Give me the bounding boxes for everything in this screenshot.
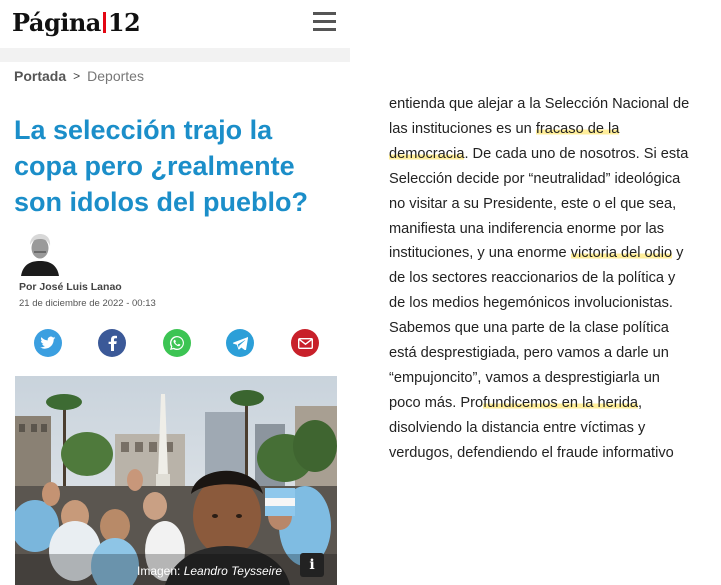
highlighted-phrase: fracaso de la — [535, 120, 620, 137]
telegram-icon[interactable] — [226, 329, 254, 357]
highlighted-phrase: democracia — [389, 145, 465, 162]
excerpt-line: manifiesta una indiferencia enorme por las — [389, 220, 665, 237]
excerpt-line: entienda que alejar a la Selección Nacional de — [389, 96, 690, 112]
excerpt-text-span: poco más. Pro — [389, 394, 484, 411]
excerpt-text-span: . De cada uno de nosotros. Si esta — [464, 145, 689, 162]
info-icon[interactable]: i — [300, 553, 324, 577]
pagina12-logo[interactable] — [12, 8, 140, 37]
excerpt-text-span: y — [672, 245, 684, 262]
excerpt-line — [389, 117, 714, 142]
excerpt-text-span: las instituciones es un — [389, 120, 536, 137]
chevron-right-icon: > — [73, 69, 81, 83]
logo-text: Página — [12, 8, 101, 37]
whatsapp-icon[interactable] — [163, 329, 191, 357]
mail-icon[interactable] — [291, 329, 319, 357]
excerpt-line: de los medios hegemónicos involucionistas. — [389, 295, 673, 312]
highlighted-phrase: victoria del odio — [570, 245, 673, 262]
breadcrumb — [14, 68, 144, 84]
publish-date: 21 de diciembre de 2022 - 00:13 — [19, 298, 156, 309]
highlighted-phrase: fundicemos en la herida — [483, 394, 639, 411]
highlighted-excerpt-panel — [350, 0, 721, 585]
breadcrumb-section-link[interactable]: Deportes — [87, 68, 144, 84]
excerpt-line: verdugos, defendiendo el fraude informativo — [389, 444, 674, 461]
logo-number: 12 — [107, 8, 141, 37]
breadcrumb-home-link[interactable]: Portada — [14, 68, 67, 84]
excerpt-line — [389, 142, 714, 167]
excerpt-line — [389, 391, 714, 416]
excerpt-text-span: , — [638, 394, 643, 411]
site-header — [0, 0, 350, 48]
excerpt-line: de los sectores reaccionarios de la política y — [389, 270, 676, 287]
facebook-icon[interactable] — [98, 329, 126, 357]
header-divider — [0, 48, 350, 62]
logo-separator — [103, 12, 106, 33]
author-byline[interactable]: Por José Luis Lanao — [19, 281, 122, 293]
article-headline: La selección trajo la copa pero ¿realmente son idolos del pueblo? — [14, 115, 308, 217]
excerpt-line: Sabemos que una parte de la clase política — [389, 320, 669, 337]
photo-credit — [137, 564, 282, 578]
excerpt-line: Selección decide por “neutralidad” ideológica — [389, 170, 681, 187]
excerpt-text-span: instituciones, y una enorme — [389, 245, 571, 262]
excerpt-line: está desprestigiada, pero vamos a darle un — [389, 345, 669, 362]
excerpt-line: no visitar a su Presidente, este o el que sea, — [389, 195, 677, 212]
twitter-icon[interactable] — [34, 329, 62, 357]
photo-credit-prefix: Imagen: — [137, 564, 181, 578]
excerpt-line — [389, 241, 714, 266]
author-avatar — [19, 232, 61, 276]
excerpt-line: disolviendo la distancia entre víctimas y — [389, 419, 646, 436]
article-photo[interactable] — [15, 376, 337, 585]
mobile-article-screenshot — [0, 0, 350, 585]
hamburger-icon[interactable] — [313, 12, 336, 31]
photo-credit-name: Leandro Teysseire — [183, 564, 282, 578]
excerpt-line: “empujoncito”, vamos a desprestigiarla un — [389, 369, 660, 386]
excerpt-text — [389, 92, 714, 466]
